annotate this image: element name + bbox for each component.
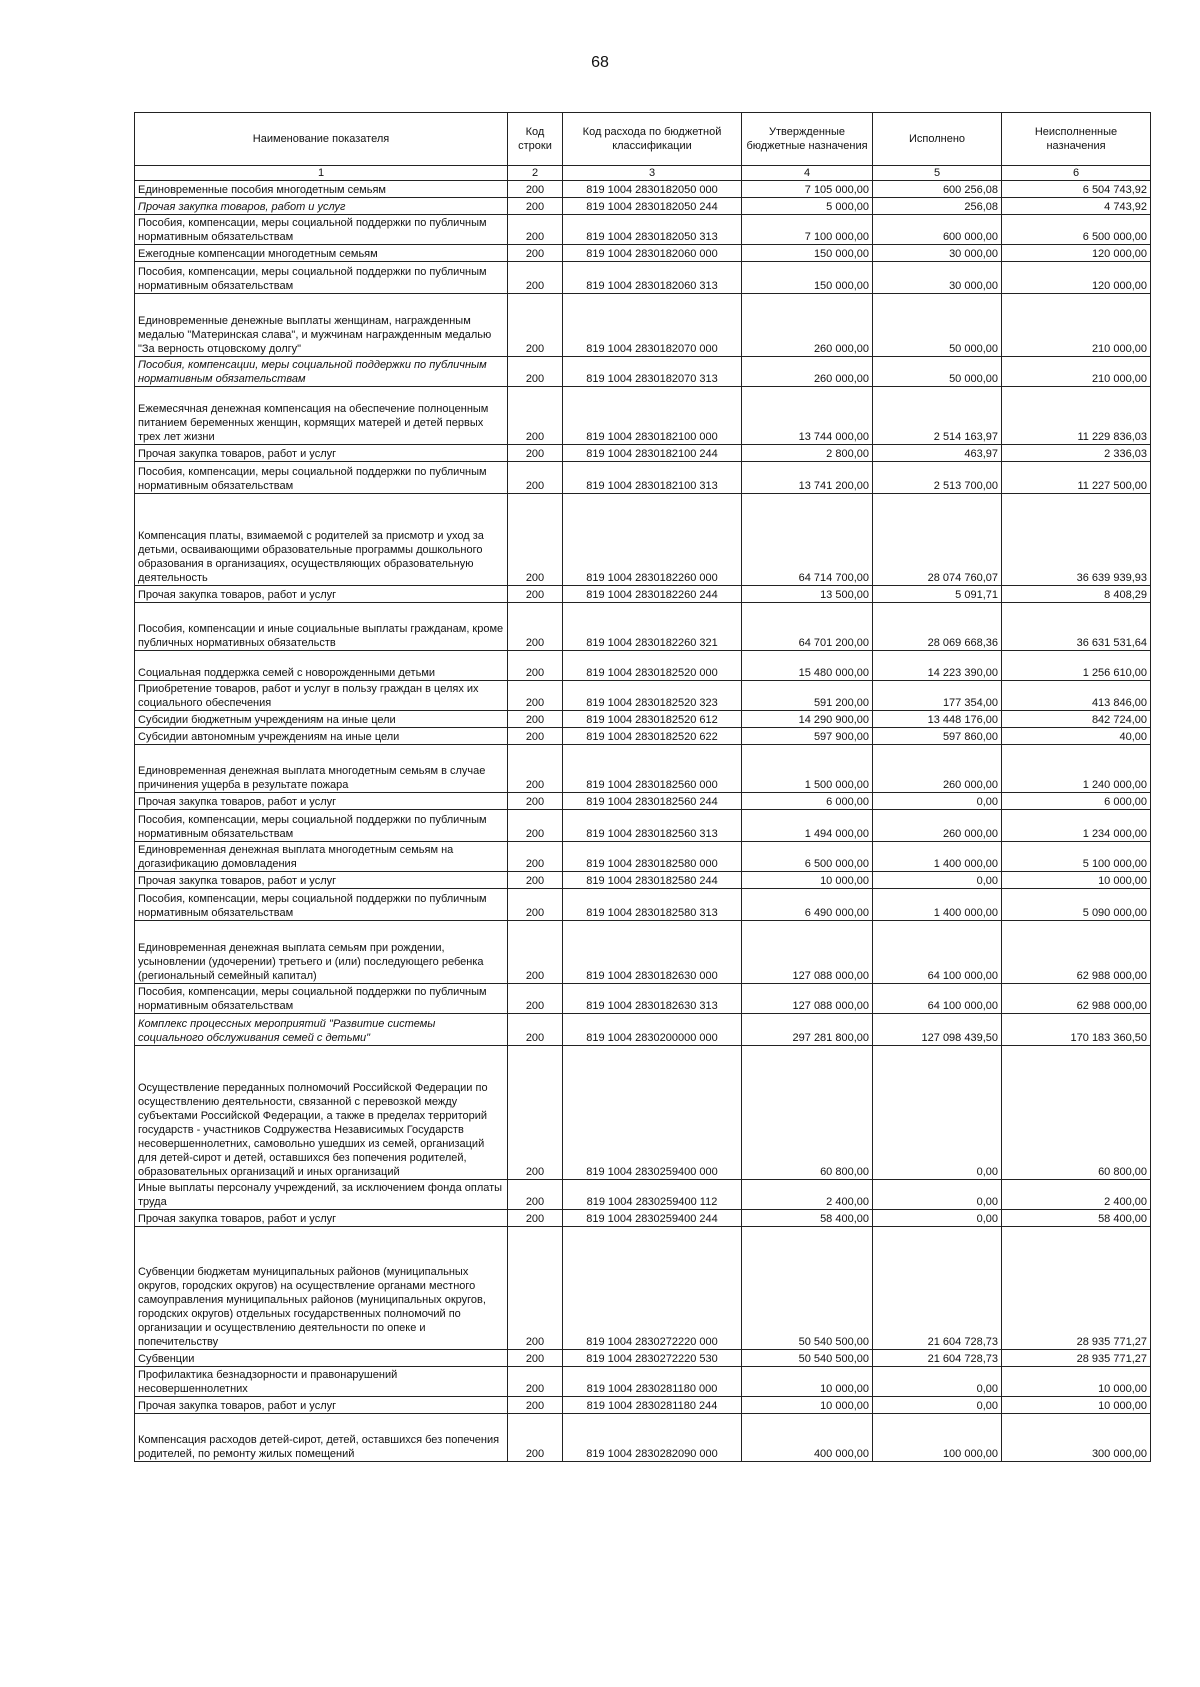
executed-amount-cell: 64 100 000,00 (873, 921, 1002, 984)
approved-amount-cell: 297 281 800,00 (742, 1014, 873, 1046)
classification-code-cell: 819 1004 2830200000 000 (563, 1014, 742, 1046)
row-code-cell: 200 (508, 681, 563, 711)
executed-amount-cell: 5 091,71 (873, 586, 1002, 603)
classification-code-cell: 819 1004 2830182630 313 (563, 984, 742, 1014)
unexecuted-amount-cell: 2 400,00 (1002, 1180, 1151, 1210)
classification-code-cell: 819 1004 2830282090 000 (563, 1414, 742, 1462)
header-unexecuted: Неисполненные назначения (1002, 113, 1151, 166)
row-code-cell: 200 (508, 245, 563, 262)
unexecuted-amount-cell: 36 639 939,93 (1002, 494, 1151, 586)
row-code-cell: 200 (508, 198, 563, 215)
table-row (135, 1414, 1151, 1462)
unexecuted-amount-cell: 40,00 (1002, 728, 1151, 745)
unexecuted-amount-cell: 6 504 743,92 (1002, 181, 1151, 198)
indicator-name-cell: Пособия, компенсации, меры социальной поддержки по публичным нормативным обязательствам (135, 462, 508, 494)
table-row (135, 357, 1151, 387)
row-code-cell: 200 (508, 181, 563, 198)
classification-code-cell: 819 1004 2830182260 321 (563, 603, 742, 651)
approved-amount-cell: 13 744 000,00 (742, 387, 873, 445)
approved-amount-cell: 400 000,00 (742, 1414, 873, 1462)
unexecuted-amount-cell: 28 935 771,27 (1002, 1227, 1151, 1350)
executed-amount-cell: 28 069 668,36 (873, 603, 1002, 651)
approved-amount-cell: 10 000,00 (742, 1397, 873, 1414)
executed-amount-cell: 463,97 (873, 445, 1002, 462)
header-indicator-name: Наименование показателя (135, 113, 508, 166)
approved-amount-cell: 150 000,00 (742, 262, 873, 294)
executed-amount-cell: 260 000,00 (873, 810, 1002, 842)
indicator-name-cell: Приобретение товаров, работ и услуг в пользу граждан в целях их социального обеспечения (135, 681, 508, 711)
classification-code-cell: 819 1004 2830182520 000 (563, 651, 742, 681)
unexecuted-amount-cell: 1 240 000,00 (1002, 745, 1151, 793)
row-code-cell: 200 (508, 921, 563, 984)
executed-amount-cell: 2 513 700,00 (873, 462, 1002, 494)
unexecuted-amount-cell: 120 000,00 (1002, 245, 1151, 262)
row-code-cell: 200 (508, 984, 563, 1014)
row-code-cell: 200 (508, 889, 563, 921)
executed-amount-cell: 0,00 (873, 872, 1002, 889)
unexecuted-amount-cell: 58 400,00 (1002, 1210, 1151, 1227)
indicator-name-cell: Прочая закупка товаров, работ и услуг (135, 1210, 508, 1227)
unexecuted-amount-cell: 5 090 000,00 (1002, 889, 1151, 921)
classification-code-cell: 819 1004 2830182560 313 (563, 810, 742, 842)
unexecuted-amount-cell: 1 234 000,00 (1002, 810, 1151, 842)
unexecuted-amount-cell: 36 631 531,64 (1002, 603, 1151, 651)
approved-amount-cell: 60 800,00 (742, 1046, 873, 1180)
row-code-cell: 200 (508, 842, 563, 872)
header-budget-classification: Код расхода по бюджетной классификации (563, 113, 742, 166)
executed-amount-cell: 1 400 000,00 (873, 842, 1002, 872)
classification-code-cell: 819 1004 2830272220 530 (563, 1350, 742, 1367)
classification-code-cell: 819 1004 2830182260 244 (563, 586, 742, 603)
row-code-cell: 200 (508, 603, 563, 651)
table-row (135, 681, 1151, 711)
executed-amount-cell: 0,00 (873, 1180, 1002, 1210)
column-number-row (135, 166, 1151, 181)
indicator-name-cell: Компенсация расходов детей-сирот, детей, оставшихся без попечения родителей, по ремонту жилых помещений (135, 1414, 508, 1462)
table-row (135, 921, 1151, 984)
table-row (135, 1014, 1151, 1046)
unexecuted-amount-cell: 1 256 610,00 (1002, 651, 1151, 681)
row-code-cell: 200 (508, 586, 563, 603)
table-row (135, 1210, 1151, 1227)
classification-code-cell: 819 1004 2830182050 244 (563, 198, 742, 215)
approved-amount-cell: 6 490 000,00 (742, 889, 873, 921)
indicator-name-cell: Пособия, компенсации, меры социальной поддержки по публичным нормативным обязательствам (135, 810, 508, 842)
indicator-name-cell: Единовременная денежная выплата семьям при рождении, усыновлении (удочерении) третьего и (или) последующего ребенка (региональный семейный капитал) (135, 921, 508, 984)
classification-code-cell: 819 1004 2830182630 000 (563, 921, 742, 984)
approved-amount-cell: 10 000,00 (742, 1367, 873, 1397)
indicator-name-cell: Прочая закупка товаров, работ и услуг (135, 1397, 508, 1414)
unexecuted-amount-cell: 842 724,00 (1002, 711, 1151, 728)
unexecuted-amount-cell: 6 500 000,00 (1002, 215, 1151, 245)
row-code-cell: 200 (508, 810, 563, 842)
approved-amount-cell: 597 900,00 (742, 728, 873, 745)
indicator-name-cell: Пособия, компенсации, меры социальной поддержки по публичным нормативным обязательствам (135, 215, 508, 245)
table-row (135, 1397, 1151, 1414)
executed-amount-cell: 177 354,00 (873, 681, 1002, 711)
approved-amount-cell: 7 100 000,00 (742, 215, 873, 245)
table-row (135, 793, 1151, 810)
approved-amount-cell: 13 741 200,00 (742, 462, 873, 494)
classification-code-cell: 819 1004 2830182100 244 (563, 445, 742, 462)
indicator-name-cell: Прочая закупка товаров, работ и услуг (135, 198, 508, 215)
indicator-name-cell: Компенсация платы, взимаемой с родителей за присмотр и уход за детьми, осваивающими образовательные программы дошкольного образования в организациях, осуществляющих образовательную деятельность (135, 494, 508, 586)
indicator-name-cell: Ежегодные компенсации многодетным семьям (135, 245, 508, 262)
approved-amount-cell: 13 500,00 (742, 586, 873, 603)
executed-amount-cell: 100 000,00 (873, 1414, 1002, 1462)
table-row (135, 494, 1151, 586)
row-code-cell: 200 (508, 1210, 563, 1227)
approved-amount-cell: 64 701 200,00 (742, 603, 873, 651)
approved-amount-cell: 1 494 000,00 (742, 810, 873, 842)
table-row (135, 728, 1151, 745)
table-row (135, 387, 1151, 445)
executed-amount-cell: 2 514 163,97 (873, 387, 1002, 445)
unexecuted-amount-cell: 10 000,00 (1002, 1367, 1151, 1397)
unexecuted-amount-cell: 10 000,00 (1002, 872, 1151, 889)
table-row (135, 889, 1151, 921)
row-code-cell: 200 (508, 1227, 563, 1350)
row-code-cell: 200 (508, 745, 563, 793)
executed-amount-cell: 1 400 000,00 (873, 889, 1002, 921)
classification-code-cell: 819 1004 2830182580 000 (563, 842, 742, 872)
classification-code-cell: 819 1004 2830182520 612 (563, 711, 742, 728)
approved-amount-cell: 50 540 500,00 (742, 1350, 873, 1367)
indicator-name-cell: Социальная поддержка семей с новорожденными детьми (135, 651, 508, 681)
classification-code-cell: 819 1004 2830272220 000 (563, 1227, 742, 1350)
table-row (135, 1180, 1151, 1210)
row-code-cell: 200 (508, 793, 563, 810)
unexecuted-amount-cell: 120 000,00 (1002, 262, 1151, 294)
unexecuted-amount-cell: 11 227 500,00 (1002, 462, 1151, 494)
row-code-cell: 200 (508, 462, 563, 494)
approved-amount-cell: 1 500 000,00 (742, 745, 873, 793)
unexecuted-amount-cell: 2 336,03 (1002, 445, 1151, 462)
classification-code-cell: 819 1004 2830182100 313 (563, 462, 742, 494)
unexecuted-amount-cell: 62 988 000,00 (1002, 984, 1151, 1014)
executed-amount-cell: 28 074 760,07 (873, 494, 1002, 586)
indicator-name-cell: Прочая закупка товаров, работ и услуг (135, 872, 508, 889)
indicator-name-cell: Прочая закупка товаров, работ и услуг (135, 445, 508, 462)
row-code-cell: 200 (508, 262, 563, 294)
table-row (135, 1227, 1151, 1350)
approved-amount-cell: 150 000,00 (742, 245, 873, 262)
classification-code-cell: 819 1004 2830182580 313 (563, 889, 742, 921)
row-code-cell: 200 (508, 1367, 563, 1397)
indicator-name-cell: Пособия, компенсации, меры социальной поддержки по публичным нормативным обязательствам (135, 357, 508, 387)
indicator-name-cell: Прочая закупка товаров, работ и услуг (135, 793, 508, 810)
classification-code-cell: 819 1004 2830182050 313 (563, 215, 742, 245)
approved-amount-cell: 6 500 000,00 (742, 842, 873, 872)
row-code-cell: 200 (508, 1180, 563, 1210)
row-code-cell: 200 (508, 387, 563, 445)
executed-amount-cell: 50 000,00 (873, 357, 1002, 387)
approved-amount-cell: 591 200,00 (742, 681, 873, 711)
unexecuted-amount-cell: 62 988 000,00 (1002, 921, 1151, 984)
row-code-cell: 200 (508, 1414, 563, 1462)
table-row (135, 711, 1151, 728)
unexecuted-amount-cell: 6 000,00 (1002, 793, 1151, 810)
classification-code-cell: 819 1004 2830182520 323 (563, 681, 742, 711)
classification-code-cell: 819 1004 2830259400 244 (563, 1210, 742, 1227)
approved-amount-cell: 7 105 000,00 (742, 181, 873, 198)
classification-code-cell: 819 1004 2830182580 244 (563, 872, 742, 889)
executed-amount-cell: 21 604 728,73 (873, 1227, 1002, 1350)
row-code-cell: 200 (508, 1046, 563, 1180)
approved-amount-cell: 58 400,00 (742, 1210, 873, 1227)
indicator-name-cell: Субвенции (135, 1350, 508, 1367)
classification-code-cell: 819 1004 2830259400 000 (563, 1046, 742, 1180)
executed-amount-cell: 600 256,08 (873, 181, 1002, 198)
indicator-name-cell: Субсидии бюджетным учреждениям на иные цели (135, 711, 508, 728)
executed-amount-cell: 30 000,00 (873, 245, 1002, 262)
row-code-cell: 200 (508, 711, 563, 728)
unexecuted-amount-cell: 28 935 771,27 (1002, 1350, 1151, 1367)
indicator-name-cell: Осуществление переданных полномочий Российской Федерации по осуществлению деятельности, связанной с перевозкой между субъектами Российской Федерации, а также в пределах территорий государств - участников Содружества Независимых Государств несовершеннолетних, самовольно ушедших из семей, организаций для детей-сирот и детей, оставшихся без попечения родителей, образовательных организаций и иных организаций (135, 1046, 508, 1180)
table-header-row (135, 113, 1151, 166)
indicator-name-cell: Единовременная денежная выплата многодетным семьям в случае причинения ущерба в результате пожара (135, 745, 508, 793)
unexecuted-amount-cell: 210 000,00 (1002, 294, 1151, 357)
column-number: 2 (508, 166, 563, 181)
unexecuted-amount-cell: 210 000,00 (1002, 357, 1151, 387)
approved-amount-cell: 260 000,00 (742, 357, 873, 387)
approved-amount-cell: 5 000,00 (742, 198, 873, 215)
row-code-cell: 200 (508, 445, 563, 462)
table-row (135, 872, 1151, 889)
executed-amount-cell: 21 604 728,73 (873, 1350, 1002, 1367)
indicator-name-cell: Прочая закупка товаров, работ и услуг (135, 586, 508, 603)
table-row (135, 1046, 1151, 1180)
column-number: 6 (1002, 166, 1151, 181)
table-row (135, 294, 1151, 357)
indicator-name-cell: Единовременная денежная выплата многодетным семьям на догазификацию домовладения (135, 842, 508, 872)
table-row (135, 603, 1151, 651)
indicator-name-cell: Ежемесячная денежная компенсация на обеспечение полноценным питанием беременных женщин, кормящих матерей и детей первых трех лет жизни (135, 387, 508, 445)
row-code-cell: 200 (508, 872, 563, 889)
executed-amount-cell: 600 000,00 (873, 215, 1002, 245)
indicator-name-cell: Пособия, компенсации, меры социальной поддержки по публичным нормативным обязательствам (135, 889, 508, 921)
unexecuted-amount-cell: 10 000,00 (1002, 1397, 1151, 1414)
executed-amount-cell: 0,00 (873, 793, 1002, 810)
approved-amount-cell: 50 540 500,00 (742, 1227, 873, 1350)
row-code-cell: 200 (508, 1397, 563, 1414)
approved-amount-cell: 15 480 000,00 (742, 651, 873, 681)
executed-amount-cell: 0,00 (873, 1367, 1002, 1397)
table-row (135, 651, 1151, 681)
unexecuted-amount-cell: 60 800,00 (1002, 1046, 1151, 1180)
classification-code-cell: 819 1004 2830182070 313 (563, 357, 742, 387)
executed-amount-cell: 127 098 439,50 (873, 1014, 1002, 1046)
table-row (135, 842, 1151, 872)
classification-code-cell: 819 1004 2830182560 000 (563, 745, 742, 793)
unexecuted-amount-cell: 170 183 360,50 (1002, 1014, 1151, 1046)
executed-amount-cell: 30 000,00 (873, 262, 1002, 294)
table-row (135, 586, 1151, 603)
approved-amount-cell: 2 800,00 (742, 445, 873, 462)
indicator-name-cell: Профилактика безнадзорности и правонарушений несовершеннолетних (135, 1367, 508, 1397)
column-number: 5 (873, 166, 1002, 181)
table-row (135, 445, 1151, 462)
approved-amount-cell: 10 000,00 (742, 872, 873, 889)
budget-execution-table (134, 112, 1151, 1462)
row-code-cell: 200 (508, 651, 563, 681)
classification-code-cell: 819 1004 2830182060 000 (563, 245, 742, 262)
classification-code-cell: 819 1004 2830182260 000 (563, 494, 742, 586)
unexecuted-amount-cell: 8 408,29 (1002, 586, 1151, 603)
indicator-name-cell: Иные выплаты персоналу учреждений, за исключением фонда оплаты труда (135, 1180, 508, 1210)
classification-code-cell: 819 1004 2830182050 000 (563, 181, 742, 198)
table-row (135, 245, 1151, 262)
executed-amount-cell: 13 448 176,00 (873, 711, 1002, 728)
indicator-name-cell: Комплекс процессных мероприятий "Развитие системы социального обслуживания семей с детьми" (135, 1014, 508, 1046)
unexecuted-amount-cell: 4 743,92 (1002, 198, 1151, 215)
column-number: 3 (563, 166, 742, 181)
unexecuted-amount-cell: 413 846,00 (1002, 681, 1151, 711)
row-code-cell: 200 (508, 215, 563, 245)
table-row (135, 1350, 1151, 1367)
row-code-cell: 200 (508, 357, 563, 387)
indicator-name-cell: Субсидии автономным учреждениям на иные цели (135, 728, 508, 745)
executed-amount-cell: 260 000,00 (873, 745, 1002, 793)
approved-amount-cell: 6 000,00 (742, 793, 873, 810)
table-row (135, 1367, 1151, 1397)
indicator-name-cell: Пособия, компенсации и иные социальные выплаты гражданам, кроме публичных нормативных обязательств (135, 603, 508, 651)
table-row (135, 198, 1151, 215)
header-executed: Исполнено (873, 113, 1002, 166)
indicator-name-cell: Пособия, компенсации, меры социальной поддержки по публичным нормативным обязательствам (135, 984, 508, 1014)
table-row (135, 462, 1151, 494)
approved-amount-cell: 260 000,00 (742, 294, 873, 357)
unexecuted-amount-cell: 5 100 000,00 (1002, 842, 1151, 872)
indicator-name-cell: Единовременные денежные выплаты женщинам, награжденным медалью "Материнская слава", и мужчинам награжденным медалью "За верность отцовскому долгу" (135, 294, 508, 357)
executed-amount-cell: 0,00 (873, 1397, 1002, 1414)
approved-amount-cell: 2 400,00 (742, 1180, 873, 1210)
executed-amount-cell: 14 223 390,00 (873, 651, 1002, 681)
executed-amount-cell: 0,00 (873, 1210, 1002, 1227)
indicator-name-cell: Единовременные пособия многодетным семьям (135, 181, 508, 198)
table-row (135, 984, 1151, 1014)
table-row (135, 745, 1151, 793)
indicator-name-cell: Субвенции бюджетам муниципальных районов (муниципальных округов, городских округов) на осуществление органами местного самоуправления муниципальных районов (муниципальных округов, городских округов) отдельных государственных полномочий по организации и осуществлению деятельности по опеке и попечительству (135, 1227, 508, 1350)
classification-code-cell: 819 1004 2830259400 112 (563, 1180, 742, 1210)
table-row (135, 181, 1151, 198)
page-number: 68 (591, 54, 609, 71)
table-row (135, 262, 1151, 294)
classification-code-cell: 819 1004 2830182100 000 (563, 387, 742, 445)
classification-code-cell: 819 1004 2830182070 000 (563, 294, 742, 357)
classification-code-cell: 819 1004 2830281180 244 (563, 1397, 742, 1414)
indicator-name-cell: Пособия, компенсации, меры социальной поддержки по публичным нормативным обязательствам (135, 262, 508, 294)
column-number: 4 (742, 166, 873, 181)
header-row-code: Код строки (508, 113, 563, 166)
table-row (135, 215, 1151, 245)
row-code-cell: 200 (508, 728, 563, 745)
executed-amount-cell: 50 000,00 (873, 294, 1002, 357)
approved-amount-cell: 127 088 000,00 (742, 921, 873, 984)
column-number: 1 (135, 166, 508, 181)
classification-code-cell: 819 1004 2830182060 313 (563, 262, 742, 294)
executed-amount-cell: 64 100 000,00 (873, 984, 1002, 1014)
classification-code-cell: 819 1004 2830182520 622 (563, 728, 742, 745)
row-code-cell: 200 (508, 1350, 563, 1367)
unexecuted-amount-cell: 11 229 836,03 (1002, 387, 1151, 445)
classification-code-cell: 819 1004 2830281180 000 (563, 1367, 742, 1397)
executed-amount-cell: 597 860,00 (873, 728, 1002, 745)
classification-code-cell: 819 1004 2830182560 244 (563, 793, 742, 810)
approved-amount-cell: 127 088 000,00 (742, 984, 873, 1014)
approved-amount-cell: 64 714 700,00 (742, 494, 873, 586)
row-code-cell: 200 (508, 494, 563, 586)
approved-amount-cell: 14 290 900,00 (742, 711, 873, 728)
executed-amount-cell: 256,08 (873, 198, 1002, 215)
table-row (135, 810, 1151, 842)
row-code-cell: 200 (508, 294, 563, 357)
executed-amount-cell: 0,00 (873, 1046, 1002, 1180)
row-code-cell: 200 (508, 1014, 563, 1046)
unexecuted-amount-cell: 300 000,00 (1002, 1414, 1151, 1462)
header-approved: Утвержденные бюджетные назначения (742, 113, 873, 166)
